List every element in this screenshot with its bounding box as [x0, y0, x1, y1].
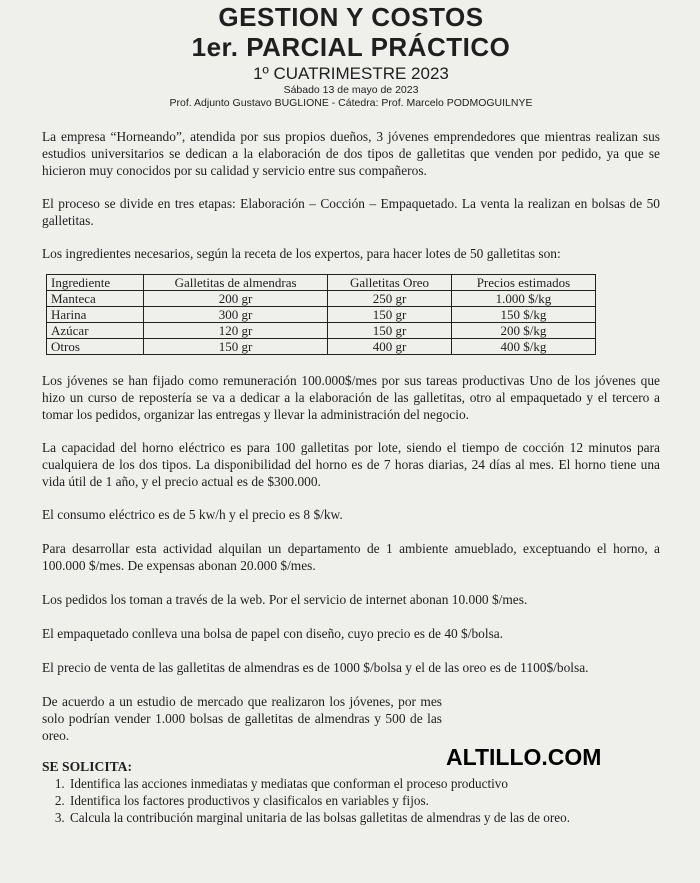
professors-line: Prof. Adjunto Gustavo BUGLIONE - Cátedra: Prof. Marcelo PODMOGUILNYE — [169, 97, 533, 109]
table-cell: 150 gr — [144, 339, 328, 355]
ingredients-table — [46, 274, 596, 355]
table-header-cell: Galletitas de almendras — [144, 275, 328, 291]
paragraph-ingredients: Los ingredientes necesarios, según la receta de los expertos, para hacer lotes de 50 galletitas son: — [42, 246, 561, 261]
requests-list — [42, 775, 660, 826]
table-row — [47, 339, 596, 355]
table-cell: 200 gr — [144, 291, 328, 307]
paragraph-rent: Para desarrollar esta actividad alquilan un departamento de 1 ambiente amueblado, exceptuando el horno, a 100.000 $/mes. De expensas abonan 20.000 $/mes. — [42, 541, 660, 573]
table-row — [47, 307, 596, 323]
table-cell: 200 $/kg — [451, 323, 595, 339]
table-cell: 150 gr — [328, 323, 452, 339]
table-cell: 150 $/kg — [451, 307, 595, 323]
table-cell: 150 gr — [328, 307, 452, 323]
title-exam: 1er. PARCIAL PRÁCTICO — [191, 32, 511, 62]
paragraph-intro: La empresa “Horneando”, atendida por sus propios dueños, 3 jóvenes emprendedores que mientras realizan sus estudios universitarios se dedican a la elaboración de dos tipos de galletitas que venden por pedido, ya que se hicieron muy conocidos por su calidad y servicio entre sus compañeros. — [42, 129, 660, 178]
table-header-cell: Galletitas Oreo — [328, 275, 452, 291]
term-heading: 1º CUATRIMESTRE 2023 — [253, 64, 449, 83]
exam-date: Sábado 13 de mayo de 2023 — [283, 84, 419, 96]
paragraph-oven: La capacidad del horno eléctrico es para 100 galletitas por lote, siendo el tiempo de cocción 12 minutos para cualquiera de los dos tipos. La disponibilidad del horno es de 7 horas diarias, 24 días al mes. El horno tiene una vida útil de 1 año, y el precio actual es de $300.000. — [42, 440, 660, 489]
table-cell: Azúcar — [47, 323, 144, 339]
table-cell: 250 gr — [328, 291, 452, 307]
list-item: 2. Identifica los factores productivos y clasificalos en variables y fijos. — [68, 792, 660, 809]
table-cell: Harina — [47, 307, 144, 323]
watermark-logo: ALTILLO.COM — [446, 744, 602, 770]
paragraph-remuneration: Los jóvenes se han fijado como remuneración 100.000$/mes por sus tareas productivas Uno de los jóvenes que hizo un curso de repostería se va a dedicar a la elaboración de las galletitas, otro al empaquetado y el tercero a tomar los pedidos, organizar las entregas y llevar la administración del negocio. — [42, 373, 660, 422]
table-header-cell: Precios estimados — [451, 275, 595, 291]
table-cell: 400 gr — [328, 339, 452, 355]
table-cell: 400 $/kg — [451, 339, 595, 355]
list-item: 3. Calcula la contribución marginal unitaria de las bolsas galletitas de almendras y de las de oreo. — [68, 809, 660, 826]
table-header-row — [47, 275, 596, 291]
table-header-cell: Ingrediente — [47, 275, 144, 291]
paragraph-market: De acuerdo a un estudio de mercado que realizaron los jóvenes, por mes solo podrían vender 1.000 bolsas de galletitas de almendras y 500 de las oreo. — [42, 694, 442, 743]
table-cell: Manteca — [47, 291, 144, 307]
requests-title: SE SOLICITA: — [42, 759, 133, 774]
table-cell: 120 gr — [144, 323, 328, 339]
paragraph-internet: Los pedidos los toman a través de la web. Por el servicio de internet abonan 10.000 $/mes. — [42, 592, 528, 607]
table-cell: Otros — [47, 339, 144, 355]
paragraph-prices: El precio de venta de las galletitas de almendras es de 1000 $/bolsa y el de las oreo es de 1100$/bolsa. — [42, 660, 589, 675]
title-subject: GESTION Y COSTOS — [218, 2, 484, 32]
paragraph-process: El proceso se divide en tres etapas: Elaboración – Cocción – Empaquetado. La venta la realizan en bolsas de 50 galletitas. — [42, 196, 660, 228]
list-item: 1. Identifica las acciones inmediatas y mediatas que conforman el proceso productivo — [68, 775, 660, 792]
paragraph-electricity: El consumo eléctrico es de 5 kw/h y el precio es 8 $/kw. — [42, 507, 343, 522]
table-row — [47, 323, 596, 339]
table-row — [47, 291, 596, 307]
table-cell: 1.000 $/kg — [451, 291, 595, 307]
table-cell: 300 gr — [144, 307, 328, 323]
paragraph-packaging: El empaquetado conlleva una bolsa de papel con diseño, cuyo precio es de 40 $/bolsa. — [42, 626, 504, 641]
